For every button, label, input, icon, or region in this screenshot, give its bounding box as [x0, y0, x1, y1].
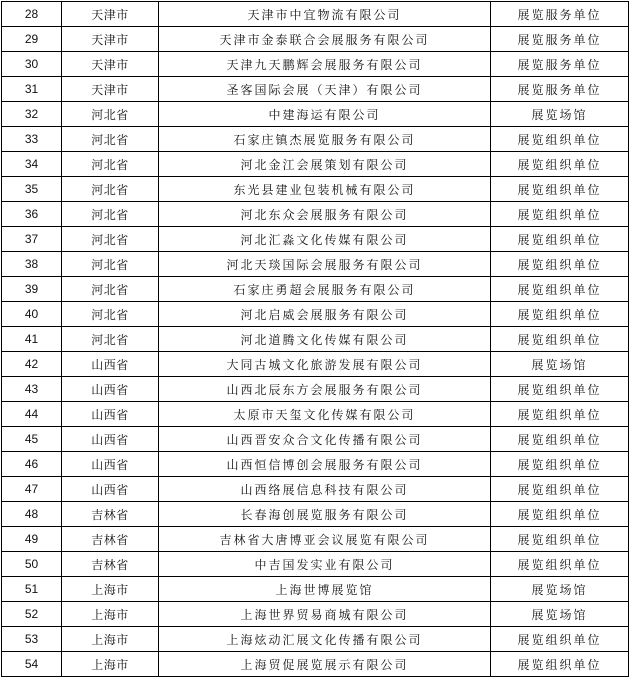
region-cell: 上海市 — [62, 602, 159, 627]
row-number-cell: 46 — [2, 452, 62, 477]
row-number-cell: 30 — [2, 52, 62, 77]
region-cell: 上海市 — [62, 627, 159, 652]
unit-type-cell: 展览组织单位 — [491, 452, 629, 477]
company-name-cell: 长春海创展览服务有限公司 — [159, 502, 491, 527]
region-cell: 山西省 — [62, 402, 159, 427]
company-name-cell: 大同古城文化旅游发展有限公司 — [159, 352, 491, 377]
unit-type-cell: 展览组织单位 — [491, 377, 629, 402]
unit-type-cell: 展览组织单位 — [491, 402, 629, 427]
unit-type-cell: 展览场馆 — [491, 602, 629, 627]
company-name-cell: 太原市天玺文化传媒有限公司 — [159, 402, 491, 427]
region-cell: 山西省 — [62, 452, 159, 477]
row-number-cell: 50 — [2, 552, 62, 577]
region-cell: 河北省 — [62, 152, 159, 177]
row-number-cell: 28 — [2, 2, 62, 27]
company-name-cell: 天津市中宜物流有限公司 — [159, 2, 491, 27]
table-row — [2, 277, 629, 302]
unit-type-cell: 展览组织单位 — [491, 652, 629, 677]
row-number-cell: 38 — [2, 252, 62, 277]
company-name-cell: 中吉国发实业有限公司 — [159, 552, 491, 577]
row-number-cell: 35 — [2, 177, 62, 202]
unit-type-cell: 展览场馆 — [491, 352, 629, 377]
row-number-cell: 42 — [2, 352, 62, 377]
unit-type-cell: 展览服务单位 — [491, 52, 629, 77]
region-cell: 河北省 — [62, 302, 159, 327]
row-number-cell: 32 — [2, 102, 62, 127]
unit-type-cell: 展览组织单位 — [491, 527, 629, 552]
company-name-cell: 山西晋安众合文化传播有限公司 — [159, 427, 491, 452]
row-number-cell: 37 — [2, 227, 62, 252]
row-number-cell: 54 — [2, 652, 62, 677]
row-number-cell: 31 — [2, 77, 62, 102]
row-number-cell: 40 — [2, 302, 62, 327]
unit-type-cell: 展览组织单位 — [491, 627, 629, 652]
row-number-cell: 53 — [2, 627, 62, 652]
unit-type-cell: 展览组织单位 — [491, 427, 629, 452]
row-number-cell: 33 — [2, 127, 62, 152]
row-number-cell: 47 — [2, 477, 62, 502]
unit-type-cell: 展览服务单位 — [491, 27, 629, 52]
table-row — [2, 652, 629, 677]
table-row — [2, 52, 629, 77]
row-number-cell: 49 — [2, 527, 62, 552]
region-cell: 吉林省 — [62, 527, 159, 552]
table-row — [2, 152, 629, 177]
row-number-cell: 39 — [2, 277, 62, 302]
unit-type-cell: 展览组织单位 — [491, 152, 629, 177]
table-row — [2, 127, 629, 152]
row-number-cell: 36 — [2, 202, 62, 227]
region-cell: 河北省 — [62, 127, 159, 152]
table-row — [2, 427, 629, 452]
company-name-cell: 天津市金泰联合会展服务有限公司 — [159, 27, 491, 52]
row-number-cell: 45 — [2, 427, 62, 452]
unit-type-cell: 展览组织单位 — [491, 327, 629, 352]
region-cell: 河北省 — [62, 327, 159, 352]
company-name-cell: 上海世界贸易商城有限公司 — [159, 602, 491, 627]
unit-type-cell: 展览服务单位 — [491, 2, 629, 27]
unit-type-cell: 展览组织单位 — [491, 202, 629, 227]
table-row — [2, 177, 629, 202]
region-cell: 天津市 — [62, 52, 159, 77]
region-cell: 河北省 — [62, 227, 159, 252]
unit-type-cell: 展览组织单位 — [491, 552, 629, 577]
unit-type-cell: 展览组织单位 — [491, 127, 629, 152]
company-name-cell: 天津九天鹏辉会展服务有限公司 — [159, 52, 491, 77]
row-number-cell: 43 — [2, 377, 62, 402]
company-name-cell: 圣客国际会展（天津）有限公司 — [159, 77, 491, 102]
exhibition-unit-table — [1, 1, 629, 677]
table-row — [2, 77, 629, 102]
region-cell: 上海市 — [62, 652, 159, 677]
company-name-cell: 河北启威会展服务有限公司 — [159, 302, 491, 327]
unit-type-cell: 展览组织单位 — [491, 277, 629, 302]
unit-type-cell: 展览组织单位 — [491, 477, 629, 502]
unit-type-cell: 展览场馆 — [491, 577, 629, 602]
region-cell: 河北省 — [62, 102, 159, 127]
company-name-cell: 石家庄镇杰展览服务有限公司 — [159, 127, 491, 152]
region-cell: 山西省 — [62, 477, 159, 502]
region-cell: 河北省 — [62, 277, 159, 302]
table-row — [2, 102, 629, 127]
table-row — [2, 527, 629, 552]
unit-type-cell: 展览组织单位 — [491, 502, 629, 527]
region-cell: 河北省 — [62, 177, 159, 202]
table-row — [2, 552, 629, 577]
unit-type-cell: 展览组织单位 — [491, 302, 629, 327]
unit-type-cell: 展览场馆 — [491, 102, 629, 127]
company-name-cell: 吉林省大唐博亚会议展览有限公司 — [159, 527, 491, 552]
region-cell: 天津市 — [62, 77, 159, 102]
company-name-cell: 东光县建业包装机械有限公司 — [159, 177, 491, 202]
unit-type-cell: 展览服务单位 — [491, 77, 629, 102]
table-row — [2, 202, 629, 227]
region-cell: 山西省 — [62, 427, 159, 452]
row-number-cell: 44 — [2, 402, 62, 427]
table-row — [2, 502, 629, 527]
region-cell: 河北省 — [62, 252, 159, 277]
table-row — [2, 352, 629, 377]
region-cell: 天津市 — [62, 27, 159, 52]
company-name-cell: 河北天琰国际会展服务有限公司 — [159, 252, 491, 277]
region-cell: 天津市 — [62, 2, 159, 27]
table-row — [2, 252, 629, 277]
unit-type-cell: 展览组织单位 — [491, 177, 629, 202]
row-number-cell: 29 — [2, 27, 62, 52]
table-row — [2, 577, 629, 602]
table-row — [2, 477, 629, 502]
table-row — [2, 227, 629, 252]
region-cell: 吉林省 — [62, 552, 159, 577]
table-row — [2, 602, 629, 627]
region-cell: 山西省 — [62, 352, 159, 377]
company-name-cell: 河北东众会展服务有限公司 — [159, 202, 491, 227]
row-number-cell: 41 — [2, 327, 62, 352]
unit-type-cell: 展览组织单位 — [491, 252, 629, 277]
company-name-cell: 上海世博展览馆 — [159, 577, 491, 602]
table-row — [2, 27, 629, 52]
company-name-cell: 河北金江会展策划有限公司 — [159, 152, 491, 177]
company-name-cell: 河北汇淼文化传媒有限公司 — [159, 227, 491, 252]
company-name-cell: 山西恒信博创会展服务有限公司 — [159, 452, 491, 477]
table-row — [2, 452, 629, 477]
company-name-cell: 上海炫动汇展文化传播有限公司 — [159, 627, 491, 652]
table-row — [2, 327, 629, 352]
region-cell: 上海市 — [62, 577, 159, 602]
table-row — [2, 2, 629, 27]
unit-type-cell: 展览组织单位 — [491, 227, 629, 252]
table-row — [2, 627, 629, 652]
region-cell: 河北省 — [62, 202, 159, 227]
row-number-cell: 51 — [2, 577, 62, 602]
company-name-cell: 石家庄勇超会展服务有限公司 — [159, 277, 491, 302]
table-row — [2, 402, 629, 427]
company-name-cell: 中建海运有限公司 — [159, 102, 491, 127]
region-cell: 山西省 — [62, 377, 159, 402]
row-number-cell: 34 — [2, 152, 62, 177]
company-name-cell: 山西络展信息科技有限公司 — [159, 477, 491, 502]
company-name-cell: 山西北辰东方会展服务有限公司 — [159, 377, 491, 402]
row-number-cell: 52 — [2, 602, 62, 627]
company-name-cell: 上海贸促展览展示有限公司 — [159, 652, 491, 677]
table-body — [2, 2, 629, 677]
company-name-cell: 河北道腾文化传媒有限公司 — [159, 327, 491, 352]
table-row — [2, 302, 629, 327]
table-row — [2, 377, 629, 402]
region-cell: 吉林省 — [62, 502, 159, 527]
row-number-cell: 48 — [2, 502, 62, 527]
